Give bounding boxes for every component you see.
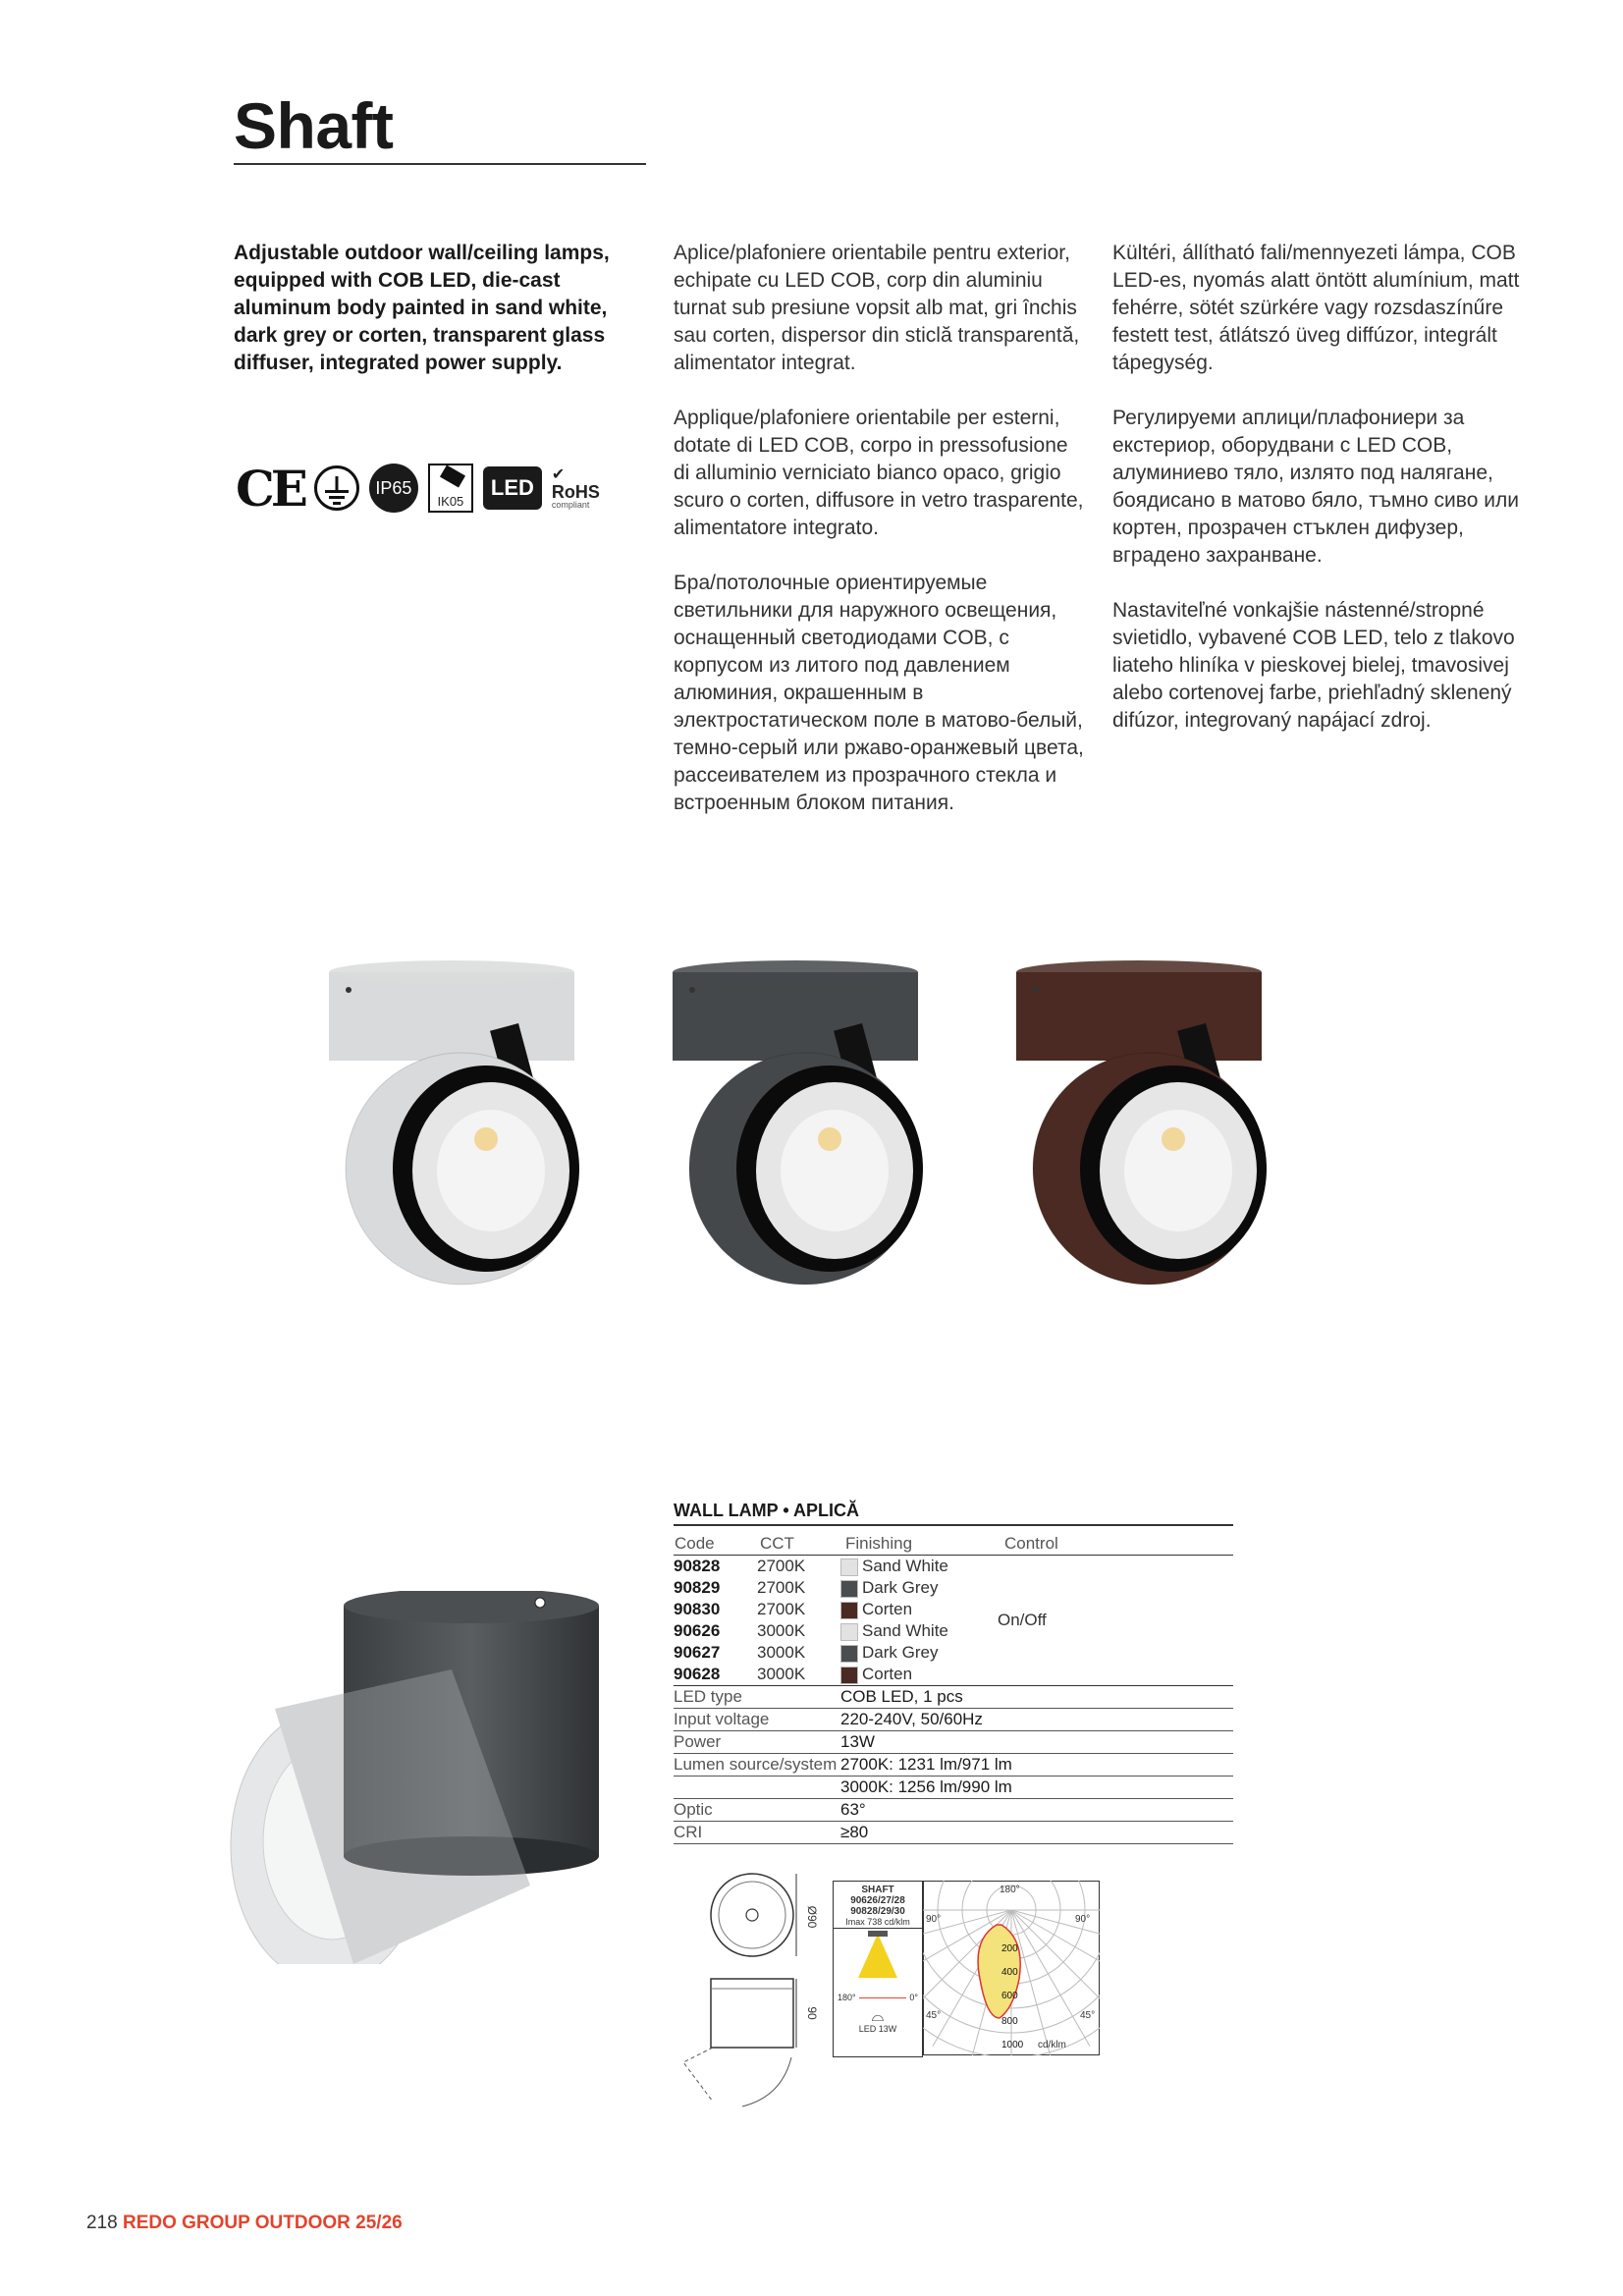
finish-swatch [840,1667,858,1684]
angle-0-label: 0° [909,1993,918,2002]
polar-left-label: 90° [926,1914,942,1925]
ring-800-label: 800 [1001,2016,1018,2027]
finish-swatch [840,1645,858,1663]
product-cct: 3000K [757,1665,806,1683]
spec-row [674,1777,1233,1799]
spec-label: Optic [674,1799,840,1822]
spec-value: 2700K: 1231 lm/971 lm [840,1754,1233,1777]
specifications [674,1685,1233,1844]
spec-row [674,1754,1233,1777]
spec-row [674,1799,1233,1822]
led-icon: LED [483,466,542,510]
spec-value: 13W [840,1731,1233,1754]
spec-value: 3000K: 1256 lm/990 lm [840,1777,1233,1799]
product-cct: 2700K [757,1600,806,1618]
product-code: 90829 [674,1578,721,1597]
spec-row [674,1731,1233,1754]
description-column-2 [674,240,1086,845]
spec-value: 63° [840,1799,1233,1822]
description-slovak: Nastaviteľné vonkajšie nástenné/stropné svietidlo, vybavené COB LED, telo z tlakovo liateho hliníka v pieskovej bielej, tmavosivej alebo cortenovej farbe, priehľadný sklenený difúzor, integrovaný napájací zdroj. [1112,599,1515,732]
product-code: 90828 [674,1557,721,1575]
product-finish: Sand White [840,1620,998,1642]
page-number: 218 [86,2213,118,2233]
header-finishing: Finishing [844,1526,1003,1556]
spec-row [674,1686,1233,1709]
finish-swatch [840,1602,858,1619]
polar-top-label: 180° [1000,1885,1020,1895]
polar-unit-label: cd/klm [1038,2040,1066,2050]
finish-swatch [840,1623,858,1641]
beam-icon [834,1929,922,1988]
description-russian: Бра/потолочные ориентируемые светильники для наружного освещения, оснащенный светодиодами COB, с корпусом из литого под давлением алюминия, окрашенным в электростатическом поле в матово-белый, темно-серый или ржаво-оранжевый цвета, рассеивателем из прозрачного стекла и встроенным блоком питания. [674,572,1084,814]
header-control: Control [1003,1526,1233,1556]
hammer-icon [440,465,465,487]
product-cct: 2700K [757,1578,806,1597]
box-codes-1: 90626/27/28 [850,1895,905,1906]
photometric-info-box [833,1881,923,2057]
description-romanian: Aplice/plafoniere orientabile pentru exterior, echipate cu LED COB, corp din aluminiu turnat sub presiune vopsit alb mat, gri închis sau corten, dispersor din sticlă transparentă, alimentator integrat. [674,242,1080,374]
product-rotation-image [216,1591,609,1964]
polar-light-distribution [923,1881,1100,2055]
product-code: 90628 [674,1665,721,1683]
height-label: 90 [805,2006,819,2020]
spec-label: CRI [674,1822,840,1844]
spec-label: Power [674,1731,840,1754]
description-bulgarian: Регулируеми аплици/плафониери за екстериор, оборудвани с LED COB, алуминиево тяло, излято под налягане, боядисано в матово бяло, тъмно сиво или кортен, прозрачен стъклен дифузер, вградено захранване. [1112,407,1519,567]
polar-bottom-right-label: 45° [1080,2010,1096,2021]
product-photo-corten [1016,960,1267,1285]
ip65-icon: IP65 [369,464,418,513]
polar-bottom-left-label: 45° [926,2010,942,2021]
page-footer [86,2213,403,2234]
spec-label: Lumen source/system [674,1754,840,1777]
ring-1000-label: 1000 [1001,2040,1024,2050]
spec-value: 220-240V, 50/60Hz [840,1709,1233,1731]
product-cct: 3000K [757,1643,806,1662]
product-control: On/Off [998,1611,1047,1629]
angle-180-label: 180° [838,1993,856,2002]
box-product-name: SHAFT [861,1885,894,1895]
catalog-brand: REDO GROUP OUTDOOR 25/26 [122,2213,403,2233]
page-title: Shaft [234,89,394,162]
class-1-ground-icon [314,465,359,511]
description-column-3 [1112,240,1525,762]
product-photo-dark-grey [673,960,923,1285]
product-finish: Sand White [840,1556,998,1577]
description-english: Adjustable outdoor wall/ceiling lamps, equipped with COB LED, die-cast aluminum body painted in sand white, dark grey or corten, transparent glass diffuser, integrated power supply. [234,242,610,374]
rohs-icon: ✔ RoHS compliant [551,465,600,510]
spec-value: COB LED, 1 pcs [840,1686,1233,1709]
polar-right-label: 90° [1075,1914,1091,1925]
spec-label [674,1777,840,1799]
spec-label: Input voltage [674,1709,840,1731]
product-code: 90830 [674,1600,721,1618]
product-photos [314,943,1355,1336]
product-cct: 3000K [757,1621,806,1640]
box-codes-2: 90828/29/30 [850,1906,905,1917]
ring-600-label: 600 [1001,1991,1018,2001]
ce-mark-icon: CE [236,459,304,518]
product-finish: Corten [840,1599,998,1620]
diameter-label: Ø90 [805,1905,819,1929]
led-power-label: LED 13W [858,2024,897,2034]
spec-value: ≥80 [840,1822,1233,1844]
ik05-icon: IK05 [428,464,473,513]
imax-label: Imax 738 cd/klm [834,1917,922,1929]
title-divider [234,163,646,165]
product-photo-sand-white [329,960,579,1285]
spec-label: LED type [674,1686,840,1709]
spec-row [674,1822,1233,1844]
certification-icons [236,459,600,518]
finish-swatch [840,1580,858,1598]
product-finish: Dark Grey [840,1577,998,1599]
product-cct: 2700K [757,1557,806,1575]
finish-swatch [840,1558,858,1576]
dimension-drawing [674,1866,821,2111]
ring-400-label: 400 [1001,1967,1018,1978]
product-finish: Dark Grey [840,1642,998,1664]
product-code: 90626 [674,1621,721,1640]
lamp-symbol-icon: ⌓ [871,2008,885,2025]
description-italian: Applique/plafoniere orientabile per esterni, dotate di LED COB, corpo in pressofusione di alluminio verniciato bianco opaco, grigio scuro o corten, diffusore in vetro trasparente, alimentatore integrato. [674,407,1084,539]
product-finish: Corten [840,1664,998,1685]
header-cct: CCT [759,1526,844,1556]
spec-table [674,1501,1233,1844]
description-hungarian: Kültéri, állítható fali/mennyezeti lámpa, COB LED-es, nyomás alatt öntött alumínium, matt fehérre, sötét szürkére vagy rozsdaszínűre festett test, átlátszó üveg diffúzor, integrált tápegység. [1112,242,1520,374]
header-code: Code [674,1526,759,1556]
spec-title: WALL LAMP • APLICĂ [674,1501,1233,1526]
spec-row [674,1709,1233,1731]
product-code: 90627 [674,1643,721,1662]
ring-200-label: 200 [1001,1943,1018,1954]
product-rows [674,1556,1233,1685]
product-row [674,1556,1233,1577]
